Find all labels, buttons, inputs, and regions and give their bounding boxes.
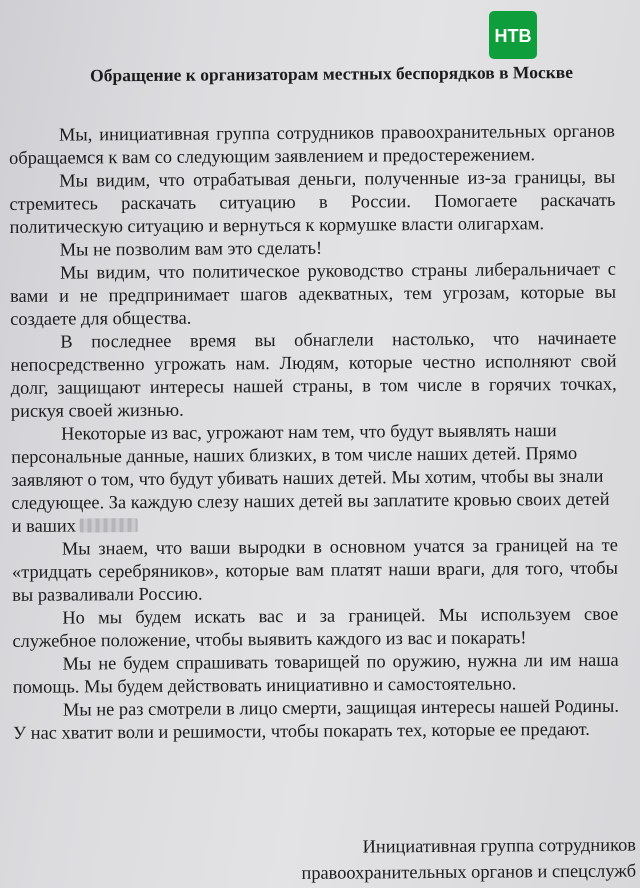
paragraph: В последнее время вы обнаглели настолько, что начинаете непосредственно угрожать нам. Людям, которые честно исполняют свой долг, защищают интересы нашей страны, в том числе в горячих точках, рискуя своей жизнью. — [10, 327, 617, 421]
page-title: Обращение к организаторам местных беспорядков в Москве — [89, 62, 574, 86]
signature-block — [301, 832, 636, 886]
paragraph: Мы не раз смотрели в лицо смерти, защищая интересы нашей Родины. У нас хватит воли и решимости, чтобы покарать тех, которые ее предают. — [13, 695, 620, 743]
redaction-blur — [80, 518, 138, 532]
svg-text:НТВ: НТВ — [494, 26, 532, 46]
paragraph-with-redaction — [11, 419, 618, 538]
paragraph: Мы не позволим вам это сделать! — [59, 237, 323, 260]
paragraph: Мы знаем, что ваши выродки в основном учатся за границей на те «тридцать серебряников», которые вам платят наши враги, для того, чтобы вы разваливали Россию. — [11, 534, 619, 605]
paragraph: Но мы будем искать вас и за границей. Мы используем свое служебное положение, чтобы выявить каждого из вас и покарать! — [12, 603, 619, 651]
paragraph-text: Некоторые из вас, угрожают нам тем, что будут выявлять наши персональные данные, наших близких, в том числе наших детей. Прямо заявляют о том, что будут убивать наших детей. Мы хотим, чтобы вы знали следующее. За каждую слезу наших детей вы заплатите кровью своих детей и ваших — [11, 420, 610, 536]
paragraph: Мы, инициативная группа сотрудников правоохранительных органов обращаемся к вам со следующим заявлением и предостережением. — [9, 120, 615, 168]
paragraph: Мы не будем спрашивать товарищей по оружию, нужна ли им наша помощь. Мы будем действовать инициативно и самостоятельно. — [12, 649, 619, 697]
paragraph: Мы видим, что отрабатывая деньги, полученные из-за границы, вы стремитесь раскачать ситуацию в России. Помогаете раскачать политическую ситуацию и вернуться к кормушке власти олигархам. — [9, 166, 616, 237]
paragraph: Мы видим, что политическое руководство страны либеральничает с вами и не предпринимает шагов адекватных, тем угрозам, которые вы создаете для общества. — [9, 258, 617, 329]
letter-body — [9, 120, 619, 745]
signature-line: правоохранительных органов и спецслужб — [301, 860, 637, 883]
signature-line: Инициативная группа сотрудников — [362, 834, 636, 857]
